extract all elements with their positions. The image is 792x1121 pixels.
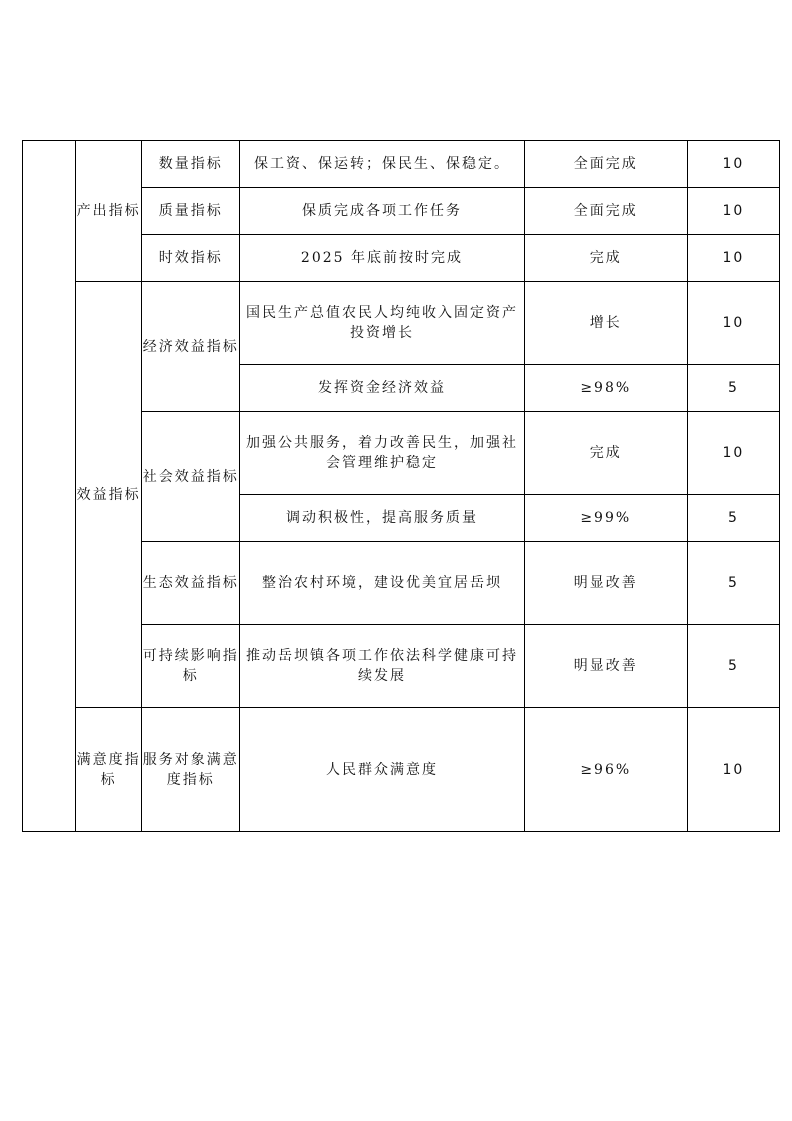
content-cell: 加强公共服务，着力改善民生，加强社会管理维护稳定 [240,412,524,495]
content-cell: 2025 年底前按时完成 [240,235,524,282]
performance-indicator-table [22,140,780,832]
target-cell: 完成 [524,412,687,495]
score-cell: 10 [687,188,779,235]
content-cell: 人民群众满意度 [240,708,524,832]
content-cell: 调动积极性，提高服务质量 [240,495,524,542]
content-cell: 发挥资金经济效益 [240,365,524,412]
category-cell-benefit: 效益指标 [76,282,142,708]
content-cell: 保质完成各项工作任务 [240,188,524,235]
target-cell: ≥96% [524,708,687,832]
content-cell: 推动岳坝镇各项工作依法科学健康可持续发展 [240,625,524,708]
score-cell: 10 [687,282,779,365]
indicator-cell-social: 社会效益指标 [142,412,240,542]
content-cell: 整治农村环境，建设优美宜居岳坝 [240,542,524,625]
content-cell: 保工资、保运转；保民生、保稳定。 [240,141,524,188]
score-cell: 10 [687,141,779,188]
score-cell: 10 [687,235,779,282]
table-row [23,708,780,832]
content-cell: 国民生产总值农民人均纯收入固定资产投资增长 [240,282,524,365]
indicator-cell-economic: 经济效益指标 [142,282,240,412]
table-row [23,141,780,188]
indicator-cell-sustainable: 可持续影响指标 [142,625,240,708]
table-row [23,282,780,365]
target-cell: 全面完成 [524,141,687,188]
category-cell-output: 产出指标 [76,141,142,282]
category-cell-satisfaction: 满意度指标 [76,708,142,832]
score-cell: 5 [687,625,779,708]
indicator-cell-ecological: 生态效益指标 [142,542,240,625]
score-cell: 10 [687,708,779,832]
blank-first-column-cell [23,141,76,832]
target-cell: 全面完成 [524,188,687,235]
score-cell: 5 [687,495,779,542]
score-cell: 10 [687,412,779,495]
indicator-cell: 质量指标 [142,188,240,235]
target-cell: 完成 [524,235,687,282]
target-cell: ≥99% [524,495,687,542]
indicator-cell: 数量指标 [142,141,240,188]
target-cell: 明显改善 [524,542,687,625]
target-cell: ≥98% [524,365,687,412]
target-cell: 增长 [524,282,687,365]
indicator-cell-satisfaction: 服务对象满意度指标 [142,708,240,832]
indicator-cell: 时效指标 [142,235,240,282]
score-cell: 5 [687,542,779,625]
target-cell: 明显改善 [524,625,687,708]
score-cell: 5 [687,365,779,412]
